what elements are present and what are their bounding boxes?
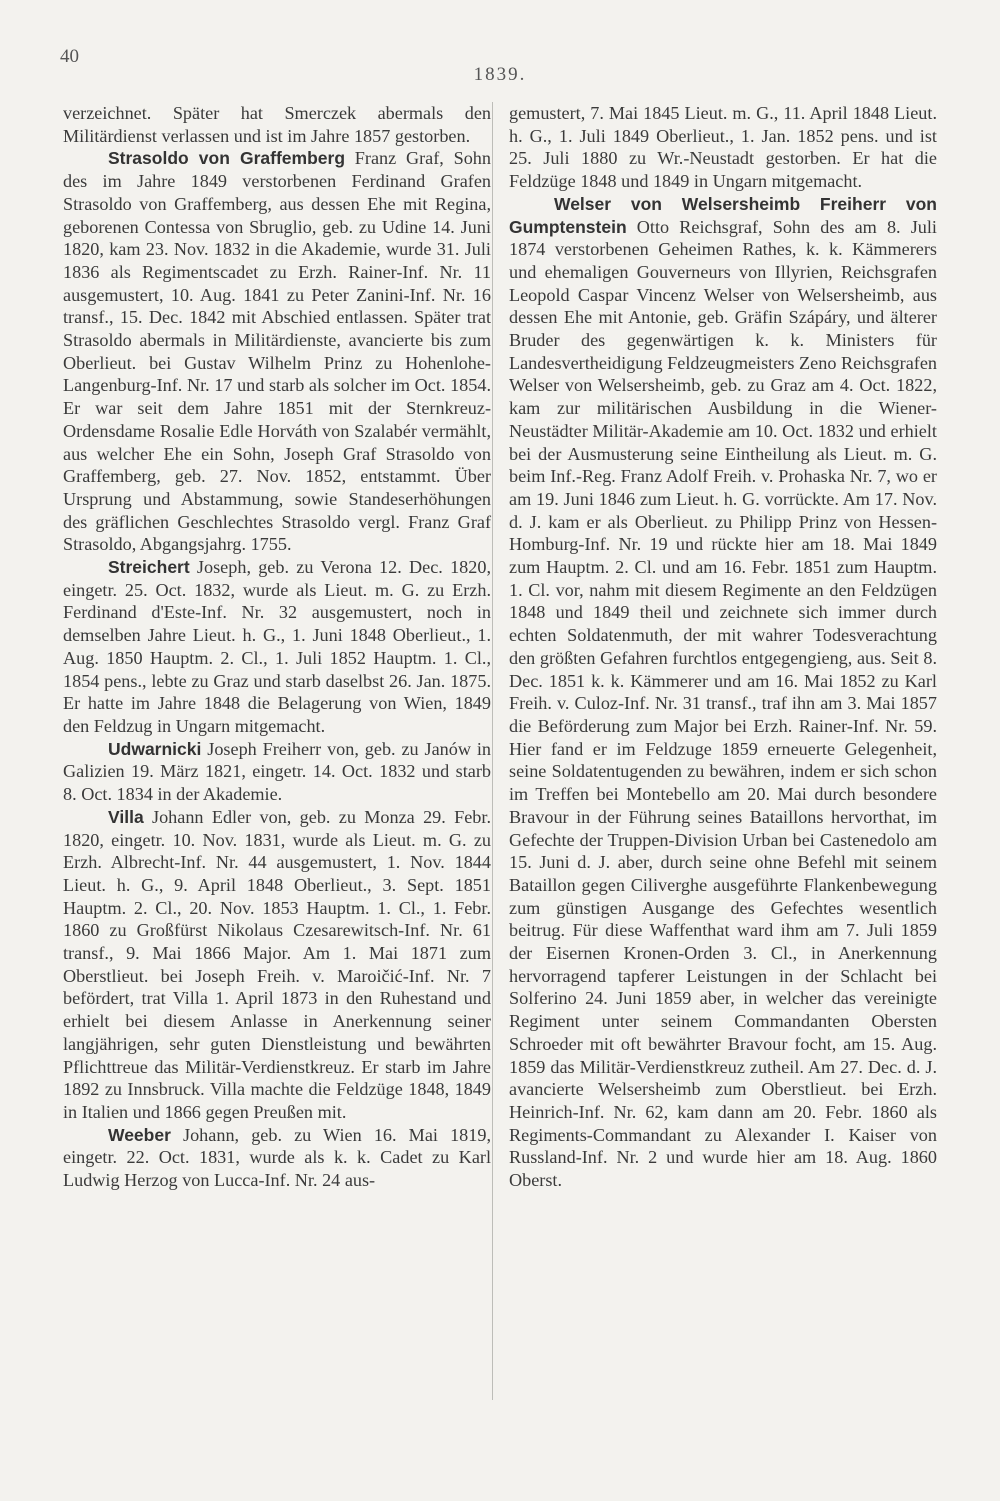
entry-name: Welser von Welsersheimb Freiherr von Gumptenstein xyxy=(509,193,937,237)
continued-paragraph: verzeichnet. Später hat Smerczek abermals den Militärdienst verlassen und ist im Jahre 1857 gestorben. xyxy=(63,103,491,146)
entry-welser xyxy=(509,193,937,1192)
left-column xyxy=(63,102,491,1192)
entry-text: Johann Edler von, geb. zu Monza 29. Febr. 1820, eingetr. 10. Nov. 1831, wurde als Lieut. m. G. zu Erzh. Albrecht-Inf. Nr. 44 ausgemustert, 1. Nov. 1844 Lieut. h. G., 9. April 1848 Oberlieut., 3. Sept. 1851 Hauptm. 2. Cl., 20. Nov. 1853 Hauptm. 1. Cl., 1. Febr. 1860 zu Großfürst Nikolaus Czesarewitsch-Inf. Nr. 61 transf., 9. Mai 1866 Major. Am 1. Mai 1871 zum Oberstlieut. bei Joseph Freih. v. Maroičić-Inf. Nr. 7 befördert, trat Villa 1. April 1873 in den Ruhestand und erhielt bei diesem Anlasse in Anerkennung seiner langjährigen, sehr guten Dienstleistung und bewährten Pflichttreue das Militär-Verdienstkreuz. Er starb im Jahre 1892 zu Innsbruck. Villa machte die Feldzüge 1848, 1849 in Italien und 1866 gegen Preußen mit. xyxy=(63,806,491,1122)
entry-strasoldo xyxy=(63,147,491,556)
entry-name: Streichert xyxy=(108,557,190,578)
entry-streichert xyxy=(63,556,491,738)
entry-text: Joseph, geb. zu Verona 12. Dec. 1820, eingetr. 25. Oct. 1832, wurde als Lieut. m. G. zu Erzh. Ferdinand d'Este-Inf. Nr. 32 ausgemustert, noch in demselben Jahre Lieut. h. G., 1. Juni 1848 Oberlieut., 1. Aug. 1850 Hauptm. 2. Cl., 1. Juli 1852 Hauptm. 1. Cl., 1854 pens., lebte zu Graz und starb daselbst 26. Jan. 1875. Er hatte im Jahre 1848 die Belagerung von Wien, 1849 den Feldzug in Ungarn mitgemacht. xyxy=(63,557,491,736)
page-year-header: 1839. xyxy=(473,64,527,85)
entry-text: Johann, geb. zu Wien 16. Mai 1819, eingetr. 22. Oct. 1831, wurde als k. k. Cadet zu Karl Ludwig Herzog von Lucca-Inf. Nr. 24 aus- xyxy=(63,1124,491,1191)
entry-villa xyxy=(63,806,491,1124)
entry-text: Otto Reichsgraf, Sohn des am 8. Juli 1874 verstorbenen Geheimen Rathes, k. k. Kämmerers und ehemaligen Gouverneurs von Illyrien, Reichsgrafen Leopold Caspar Vincenz Welser von Welsersheimb, aus dessen Ehe mit Antonie, geb. Gräfin Szápáry, und älterer Bruder des gegenwärtigen k. k. Ministers für Landesvertheidigung Feldzeugmeisters Zeno Reichsgrafen Welser von Welsersheimb, geb. zu Graz am 4. Oct. 1822, kam zur militärischen Ausbildung in die Wiener-Neustädter Militär-Akademie am 10. Oct. 1832 und erhielt bei der Ausmusterung seine Eintheilung als Lieut. m. G. beim Inf.-Reg. Franz Adolf Freih. v. Prohaska Nr. 7, wo er am 19. Juni 1846 zum Lieut. h. G. vorrückte. Am 17. Nov. d. J. kam er als Oberlieut. zu Philipp Prinz von Hessen-Homburg-Inf. Nr. 19 und rückte hier am 18. Mai 1849 zum Hauptm. 2. Cl. und am 16. Febr. 1851 zum Hauptm. 1. Cl. vor, nahm mit diesem Regimente an den Feldzügen 1848 und 1849 theil und zeichnete sich immer durch echten Soldatenmuth, der mit wahrer Todesverachtung den größten Gefahren furchtlos entgegengieng, aus. Seit 8. Dec. 1851 k. k. Kämmerer und am 16. Mai 1852 zu Karl Freih. v. Culoz-Inf. Nr. 31 transf., traf ihn am 3. Mai 1857 die Beförderung zum Major bei Erzh. Rainer-Inf. Nr. 59. Hier fand er im Feldzuge 1859 erneuerte Gelegenheit, seine Soldatentugenden zu bewähren, indem er sich schon im Treffen bei Montebello am 20. Mai durch besondere Bravour in der Führung seines Bataillons hervorthat, im Gefechte der Truppen-Division Urban bei Castenedolo am 15. Juni d. J. aber, durch seine ohne Befehl mit seinem Bataillon gegen Ciliverghe ausgeführte Flankenbewegung zum günstigen Ausgange des Gefechtes wesentlich beitrug. Für diese Waffenthat ward ihm am 7. Juli 1859 der Eisernen Kronen-Orden 3. Cl., in Anerkennung hervorragend tapferer Leistungen in der Schlacht bei Solferino 24. Juni 1859 aber, in welcher das vereinigte Regiment unter seinem Commandanten Obersten Schroeder mit oft bewährter Bravour focht, am 15. Aug. 1859 das Militär-Verdienstkreuz zutheil. Am 27. Dec. d. J. avancierte Welsersheimb zum Oberstlieut. bei Erzh. Heinrich-Inf. Nr. 62, kam dann am 20. Febr. 1860 als Regiments-Commandant zu Alexander I. Kaiser von Russland-Inf. Nr. 2 und wurde hier am 18. Aug. 1860 Oberst. xyxy=(509,216,937,1191)
entry-name: Weeber xyxy=(108,1124,171,1145)
entry-weeber xyxy=(63,1124,491,1192)
page-number: 40 xyxy=(60,46,79,67)
right-column xyxy=(509,102,937,1192)
continued-paragraph: gemustert, 7. Mai 1845 Lieut. m. G., 11. April 1848 Lieut. h. G., 1. Juli 1849 Oberlieut., 1. Jan. 1852 pens. und ist 25. Juli 1880 zu Wr.-Neustadt gestorben. Er hat die Feldzüge 1848 und 1849 in Ungarn mitgemacht. xyxy=(509,103,937,192)
entry-name: Strasoldo von Graffemberg xyxy=(108,148,346,169)
entry-udwarnicki xyxy=(63,738,491,806)
entry-text: Franz Graf, Sohn des im Jahre 1849 verstorbenen Ferdinand Grafen Strasoldo von Graffemberg, aus dessen Ehe mit Regina, geborenen Contessa von Sbruglio, geb. zu Udine 14. Juni 1820, kam 23. Nov. 1832 in die Akademie, wurde 31. Juli 1836 als Regimentscadet zu Erzh. Rainer-Inf. Nr. 11 ausgemustert, 10. Aug. 1841 zu Peter Zanini-Inf. Nr. 16 transf., 15. Dec. 1842 mit Abschied entlassen. Später trat Strasoldo abermals in Militärdienste, avancierte bis zum Oberlieut. bei Gustav Wilhelm Prinz zu Hohenlohe-Langenburg-Inf. Nr. 17 und starb als solcher im Oct. 1854. Er war seit dem Jahre 1851 mit der Sternkreuz-Ordensdame Rosalie Edle Horváth von Szalabér vermählt, aus welcher Ehe ein Sohn, Joseph Graf Strasoldo von Graffemberg, geb. 27. Nov. 1852, entstammt. Über Ursprung und Abstammung, sowie Standeserhöhungen des gräflichen Geschlechtes Strasoldo vergl. Franz Graf Strasoldo, Abgangsjahrg. 1755. xyxy=(63,148,491,555)
entry-text: Joseph Freiherr von, geb. zu Janów in Galizien 19. März 1821, eingetr. 14. Oct. 1832 und starb 8. Oct. 1834 in der Akademie. xyxy=(63,738,491,805)
entry-name: Villa xyxy=(108,806,144,827)
entry-name: Udwarnicki xyxy=(108,738,202,759)
column-divider xyxy=(492,102,493,1400)
